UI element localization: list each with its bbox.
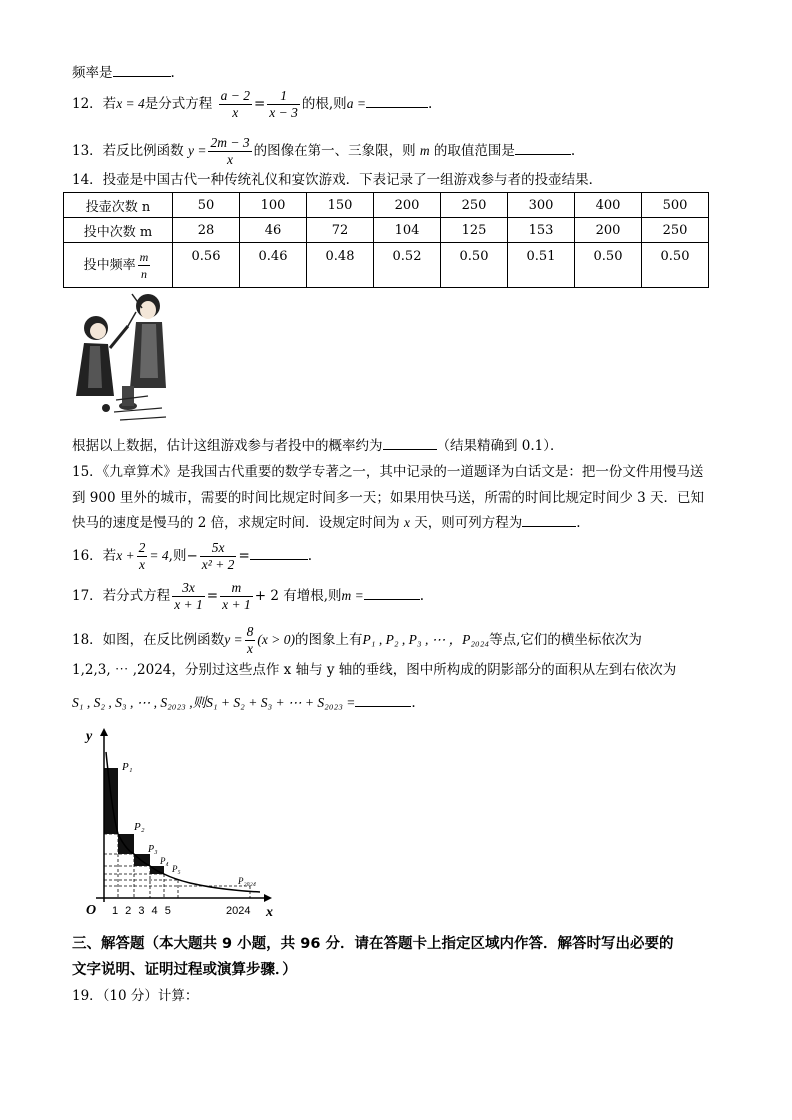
table-cell: 0.50 <box>575 243 642 288</box>
x-axis-label: x <box>266 905 273 920</box>
section-3-heading-line1: 三、解答题（本大题共 9 小题，共 96 分．请在答题卡上指定区域内作答．解答时写出必要的 <box>72 936 674 952</box>
row-label-m: 投中次数 m <box>64 218 173 243</box>
table-row <box>64 243 709 288</box>
question-14-ask: 根据以上数据，估计这组游戏参与者投中的概率约为 （结果精确到 0.1）． <box>72 435 564 456</box>
table-row <box>64 218 709 243</box>
point-p2-label: P₂ <box>134 821 145 833</box>
table-cell: 0.52 <box>374 243 441 288</box>
question-19: 19．（10 分）计算： <box>72 988 199 1004</box>
question-16: 16．若x + $\frac{2}{x}$ = 4,则− $\frac{5x}{\text{x² + 2}}$ = . <box>72 540 313 572</box>
question-15-line1: 15．《九章算术》是我国古代重要的数学专著之一，其中记录的一道题译为白话文是：把一份文件用慢马送 <box>72 464 704 480</box>
table-cell: 104 <box>374 218 441 243</box>
table-cell: 28 <box>173 218 240 243</box>
x-tick-2024: 2024 <box>226 905 251 917</box>
question-14-intro: 14．投壶是中国古代一种传统礼仪和宴饮游戏．下表记录了一组游戏参与者的投壶结果． <box>72 172 603 188</box>
point-p3-label: P₃ <box>148 844 158 855</box>
table-cell: 0.56 <box>173 243 240 288</box>
table-cell: 250 <box>441 193 508 218</box>
point-p1-label: P₁ <box>122 761 133 773</box>
table-cell: 100 <box>240 193 307 218</box>
origin-label: O <box>86 903 97 918</box>
table-cell: 300 <box>508 193 575 218</box>
point-p4-label: P₄ <box>160 856 169 866</box>
table-cell: 150 <box>307 193 374 218</box>
table-cell: 200 <box>374 193 441 218</box>
table-cell: 0.51 <box>508 243 575 288</box>
table-cell: 72 <box>307 218 374 243</box>
question-18-line2: 1,2,3, ⋯ ,2024，分别过这些点作 x 轴与 y 轴的垂线，图中所构成的阴影部分的面积从左到右依次为 <box>72 662 677 678</box>
question-12: 12．若x = 4是分式方程 $\frac{a - 2}{x}$ = $\frac{1}{x - 3}$ 的根,则a = . <box>72 88 433 120</box>
touhu-illustration <box>70 288 170 423</box>
question-17: 17．若分式方程 $\frac{3x}{x + 1}$ = $\frac{m}{x + 1}$ + 2 有增根,则m = . <box>72 580 425 612</box>
y-axis-label: y <box>86 729 93 744</box>
point-p2024-label: P₂₀₂₄ <box>238 876 257 886</box>
table-cell: 500 <box>642 193 709 218</box>
question-18-line3: S₁ , S₂ , S₃ , ⋯ , S₂₀₂₃ ,则S₁ + S₂ + S₃ + ⋯ + S₂₀₂₃ = . <box>72 692 416 713</box>
question-15-line3: 快马的速度是慢马的 2 倍，求规定时间．设规定时间为 x 天，则可列方程为 . <box>72 512 581 533</box>
table-cell: 125 <box>441 218 508 243</box>
question-13: 13．若反比例函数 y = $\frac{2m - 3}{x}$ 的图像在第一、三象限，则 m 的取值范围是 . <box>72 135 576 167</box>
table-row <box>64 193 709 218</box>
table-cell: 50 <box>173 193 240 218</box>
point-p5-label: P₅ <box>172 864 181 874</box>
table-cell: 0.50 <box>642 243 709 288</box>
table-cell: 0.48 <box>307 243 374 288</box>
top-line: 频率是 . <box>72 62 175 83</box>
question-18-line1: 18．如图，在反比例函数y = $\frac{8}{x}$ (x > 0)的图象上有P₁ , P₂ , P₃ , ⋯ ，P₂₀₂₄等点,它们的横坐标依次为 <box>72 624 642 656</box>
question-15-line2: 到 900 里外的城市，需要的时间比规定时间多一天；如果用快马送，所需的时间比规定时间少 3 天．已知 <box>72 490 705 506</box>
section-3-heading-line2: 文字说明、证明过程或演算步骤．） <box>72 962 297 978</box>
table-cell: 200 <box>575 218 642 243</box>
x-tick-labels: 1 2 3 4 5 <box>112 905 173 917</box>
row-label-frequency: 投中频率 $\frac{m}{n}$ <box>64 243 173 288</box>
table-cell: 400 <box>575 193 642 218</box>
reciprocal-graph <box>70 722 280 922</box>
table-cell: 46 <box>240 218 307 243</box>
row-label-n: 投壶次数 n <box>64 193 173 218</box>
throw-results-table <box>63 192 709 288</box>
table-cell: 153 <box>508 218 575 243</box>
table-cell: 250 <box>642 218 709 243</box>
table-cell: 0.50 <box>441 243 508 288</box>
table-cell: 0.46 <box>240 243 307 288</box>
